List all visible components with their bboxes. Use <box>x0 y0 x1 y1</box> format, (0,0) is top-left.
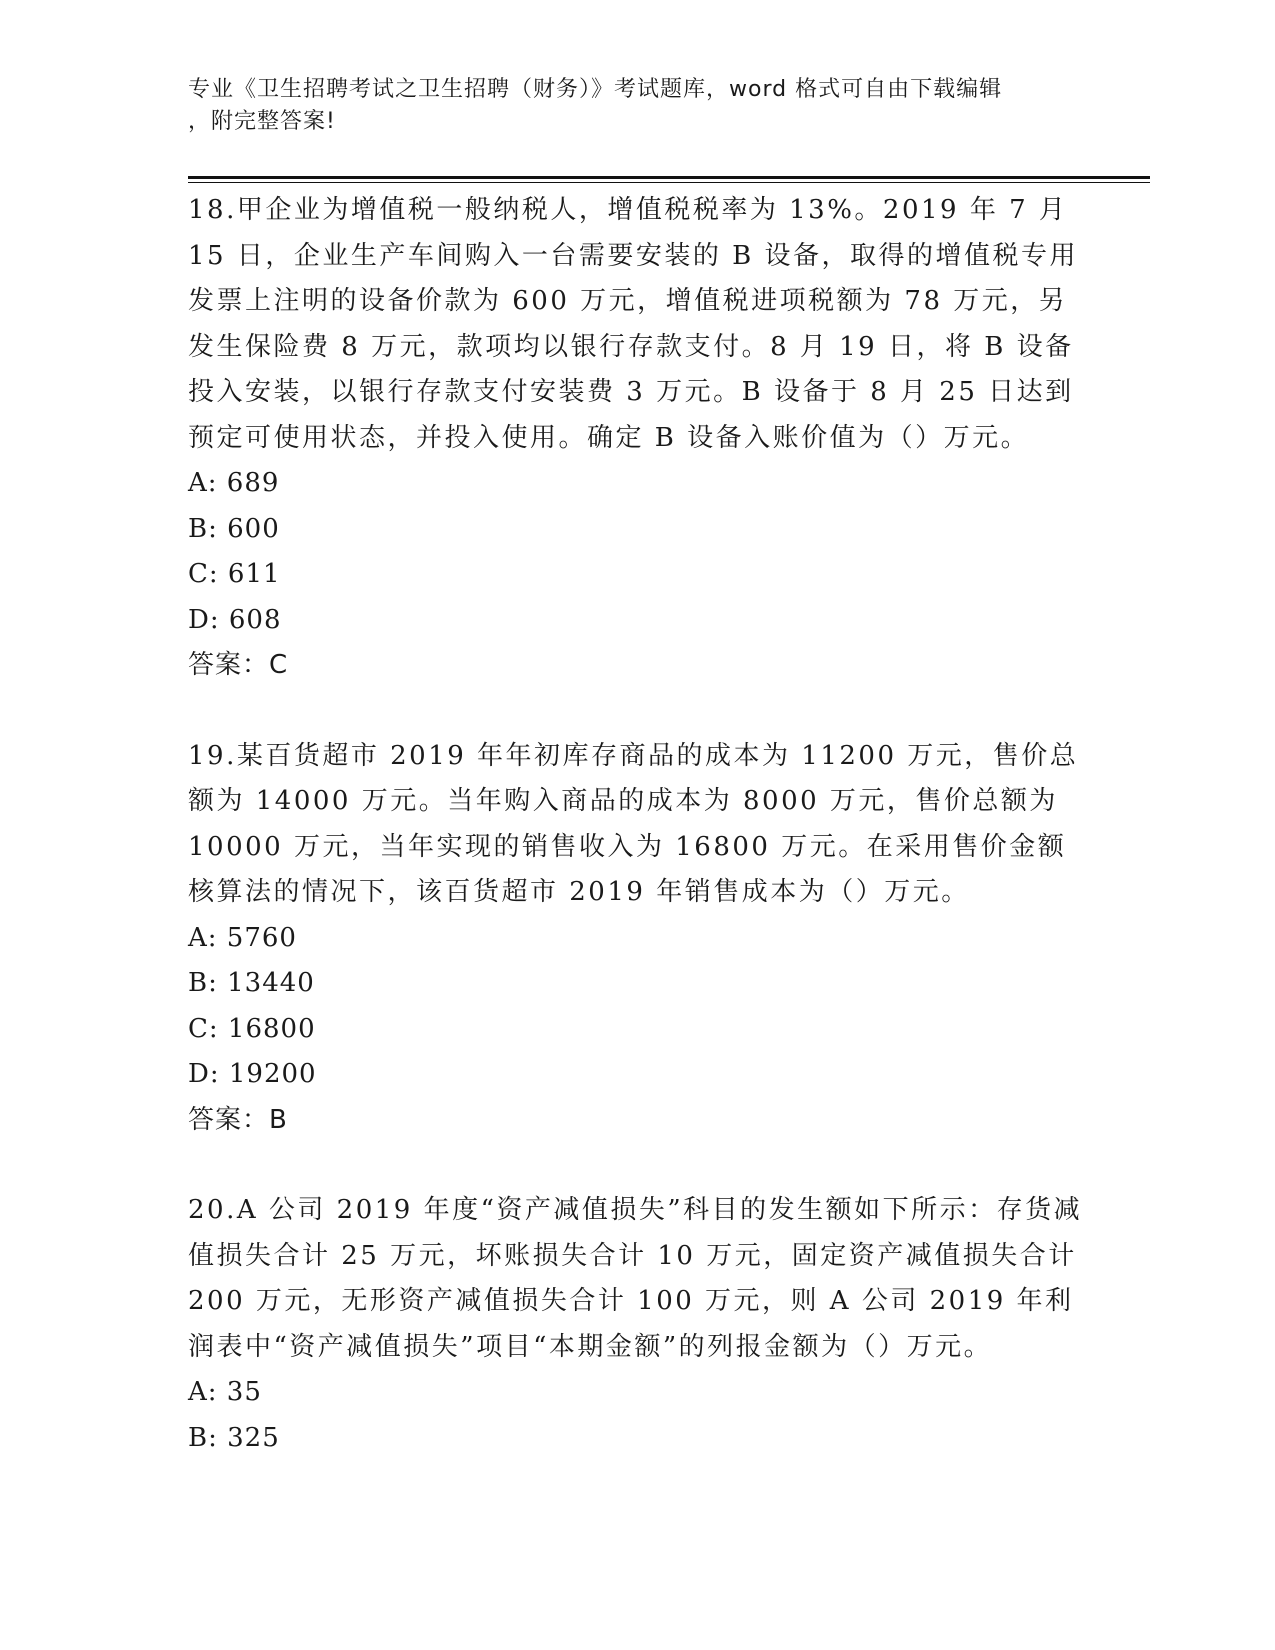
question-stem: 18.甲企业为增值税一般纳税人，增值税税率为 13%。2019 年 7 月 15 日，企业生产车间购入一台需要安装的 B 设备，取得的增值税专用发票上注明的设备价款为 600 万元，增值税进项税额为 78 万元，另发生保险费 8 万元，款项均以银行存款支付。8 月 19 日，将 B 设备投入安装，以银行存款支付安装费 3 万元。B 设备于 8 月 25 日达到预定可使用状态，并投入使用。确定 B 设备入账价值为（）万元。 <box>188 195 1078 453</box>
answer-line: 答案：C <box>188 650 289 680</box>
question-18 <box>188 188 1088 689</box>
option-d: D: 608 <box>188 604 282 635</box>
question-stem: 20.A 公司 2019 年度“资产减值损失”科目的发生额如下所示：存货减值损失合计 25 万元，坏账损失合计 10 万元，固定资产减值损失合计 200 万元，无形资产减值损失合计 100 万元，则 A 公司 2019 年利润表中“资产减值损失”项目“本期金额”的列报金额为（）万元。 <box>188 1195 1083 1362</box>
header-divider-thick <box>188 176 1150 179</box>
question-stem: 19.某百货超市 2019 年年初库存商品的成本为 11200 万元，售价总额为 14000 万元。当年购入商品的成本为 8000 万元，售价总额为 10000 万元，当年实现的销售收入为 16800 万元。在采用售价金额核算法的情况下，该百货超市 2019 年销售成本为（）万元。 <box>188 740 1079 907</box>
option-b: B: 13440 <box>188 968 315 998</box>
answer-line: 答案：B <box>188 1104 288 1135</box>
option-c: C: 16800 <box>188 1013 316 1044</box>
document-header <box>188 74 1088 138</box>
header-line-1: 专业《卫生招聘考试之卫生招聘（财务）》考试题库，word 格式可自由下载编辑 <box>188 77 1003 102</box>
option-b: B: 325 <box>188 1422 280 1453</box>
question-spacer <box>188 689 1088 734</box>
question-20 <box>188 1188 1088 1461</box>
header-divider-thin <box>188 182 1150 183</box>
option-b: B: 600 <box>188 513 280 544</box>
question-19 <box>188 734 1088 1144</box>
option-a: A: 35 <box>188 1377 262 1407</box>
question-spacer <box>188 1143 1088 1188</box>
option-a: A: 5760 <box>188 922 297 953</box>
header-line-2: ，附完整答案! <box>188 109 336 134</box>
option-d: D: 19200 <box>188 1059 317 1089</box>
question-list <box>188 188 1088 1461</box>
option-a: A: 689 <box>188 468 280 498</box>
option-c: C: 611 <box>188 559 281 589</box>
